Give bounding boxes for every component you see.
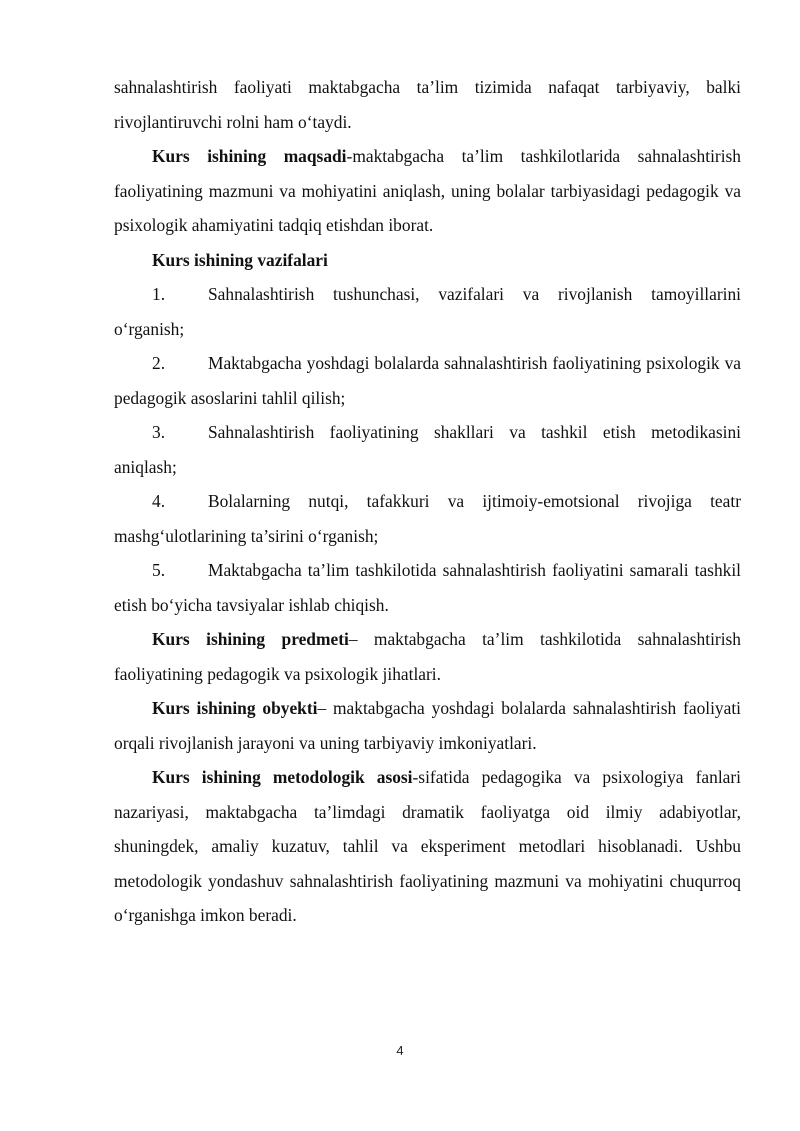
object-text: – maktabgacha yoshdagi bolalarda sahnalashtirish faoliyati orqali rivojlanish jarayoni va uning tarbiyaviy imkoniyatlari. [114, 698, 741, 753]
task-number: 3. [152, 422, 166, 442]
goal-term: Kurs ishining maqsadi [152, 146, 347, 166]
task-text: Sahnalashtirish tushunchasi, vazifalari va rivojlanish tamoyillarini o‘rganish; [114, 284, 741, 339]
intro-paragraph: sahnalashtirish faoliyati maktabgacha ta’lim tizimida nafaqat tarbiyaviy, balki rivojlantiruvchi rolni ham o‘taydi. [114, 77, 741, 132]
tasks-heading: Kurs ishining vazifalari [152, 249, 328, 270]
method-paragraph [114, 760, 741, 933]
task-item-1 [114, 277, 741, 346]
object-term: Kurs ishining obyekti [152, 698, 318, 718]
task-item-4 [114, 484, 741, 553]
task-item-3 [114, 415, 741, 484]
object-paragraph [114, 691, 741, 760]
task-item-5 [114, 553, 741, 622]
method-text: -sifatida pedagogika va psixologiya fanlari nazariyasi, maktabgacha ta’limdagi dramatik faoliyatga oid ilmiy adabiyotlar, shuningdek, amaliy kuzatuv, tahlil va eksperiment metodlari hisoblanadi. Ushbu metodologik yondashuv sahnalashtirish faoliyatining mazmuni va mohiyatini chuqurroq o‘rganishga imkon beradi. [114, 767, 741, 925]
task-text: Maktabgacha ta’lim tashkilotida sahnalashtirish faoliyatini samarali tashkil etish bo‘yicha tavsiyalar ishlab chiqish. [114, 560, 741, 615]
task-text: Maktabgacha yoshdagi bolalarda sahnalashtirish faoliyatining psixologik va pedagogik asoslarini tahlil qilish; [114, 353, 741, 408]
task-text: Sahnalashtirish faoliyatining shakllari va tashkil etish metodikasini aniqlash; [114, 422, 741, 477]
task-number: 4. [152, 491, 166, 511]
task-item-2 [114, 346, 741, 415]
subject-paragraph [114, 622, 741, 691]
document-body [114, 70, 741, 933]
goal-paragraph [114, 139, 741, 243]
task-number: 2. [152, 353, 166, 373]
page-number: 4 [396, 1043, 404, 1058]
task-text: Bolalarning nutqi, tafakkuri va ijtimoiy-emotsional rivojiga teatr mashg‘ulotlarining ta’sirini o‘rganish; [114, 491, 741, 546]
subject-text: – maktabgacha ta’lim tashkilotida sahnalashtirish faoliyatining pedagogik va psixologik jihatlari. [114, 629, 741, 684]
method-term: Kurs ishining metodologik asosi [152, 767, 413, 787]
subject-term: Kurs ishining predmeti [152, 629, 349, 649]
task-number: 1. [152, 284, 166, 304]
task-number: 5. [152, 560, 166, 580]
goal-text: -maktabgacha ta’lim tashkilotlarida sahnalashtirish faoliyatining mazmuni va mohiyatini aniqlash, uning bolalar tarbiyasidagi pedagogik va psixologik ahamiyatini tadqiq etishdan iborat. [114, 146, 741, 235]
